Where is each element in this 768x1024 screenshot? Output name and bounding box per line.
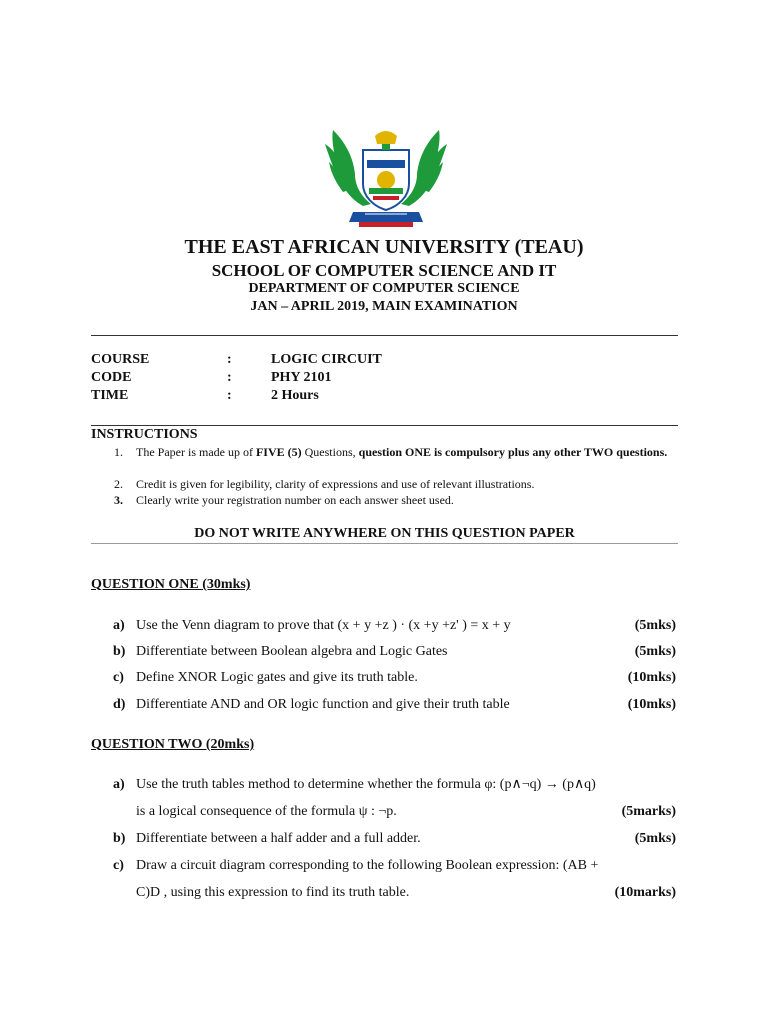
question-one-title: QUESTION ONE (30mks) <box>91 577 251 592</box>
instruction-text: Credit is given for legibility, clarity of expressions and use of relevant illustrations. <box>136 477 535 491</box>
code-value: PHY 2101 <box>271 370 332 385</box>
item-marks: (10marks) <box>614 885 676 900</box>
divider <box>91 543 678 544</box>
item-marks: (5mks) <box>634 618 676 633</box>
instructions-title: INSTRUCTIONS <box>91 427 198 442</box>
university-name: THE EAST AFRICAN UNIVERSITY (TEAU) <box>184 236 584 258</box>
instruction-text <box>114 444 674 460</box>
item-marks: (5mks) <box>634 831 676 846</box>
item-marks: (5mks) <box>634 644 676 659</box>
item-marks: (5marks) <box>621 804 676 819</box>
time-value: 2 Hours <box>271 388 319 403</box>
instruction-text-bold: FIVE (5) <box>255 445 302 459</box>
instruction-item <box>114 492 674 508</box>
instruction-item <box>114 444 674 460</box>
item-label: a) <box>113 777 125 792</box>
time-label: TIME <box>91 388 129 403</box>
time-separator: : <box>227 388 232 403</box>
item-label: b) <box>113 831 126 846</box>
question-item <box>91 852 678 906</box>
code-row <box>91 370 491 387</box>
instruction-text-part: The Paper is made up of <box>136 445 256 459</box>
item-text: Use the truth tables method to determine whether the formula φ: (p∧¬q) → (p∧q) is a logical consequence of the formula ψ : ¬p. <box>136 777 596 819</box>
instruction-number: 2. <box>114 477 123 491</box>
question-item <box>91 771 678 825</box>
instruction-text-part: Questions, <box>301 445 359 459</box>
item-label: d) <box>113 697 126 712</box>
item-marks: (10mks) <box>627 670 676 685</box>
course-row <box>91 352 491 369</box>
item-marks: (10mks) <box>627 697 676 712</box>
instruction-number: 3. <box>114 493 123 507</box>
question-two-title: QUESTION TWO (20mks) <box>91 737 255 752</box>
item-text: Draw a circuit diagram corresponding to the following Boolean expression: (AB + C)D , using this expression to find its truth table. <box>136 858 599 900</box>
item-text: Differentiate AND and OR logic function and give their truth table <box>136 697 510 712</box>
question-item <box>91 664 678 691</box>
question-item <box>91 825 678 852</box>
department-name: DEPARTMENT OF COMPUTER SCIENCE <box>248 281 520 296</box>
question-item <box>91 612 678 639</box>
code-separator: : <box>227 370 232 385</box>
question-item <box>91 638 678 665</box>
divider <box>91 425 678 426</box>
divider <box>91 335 678 336</box>
exam-session: JAN – APRIL 2019, MAIN EXAMINATION <box>250 299 518 314</box>
instruction-number: 1. <box>114 445 123 459</box>
course-value: LOGIC CIRCUIT <box>271 352 382 367</box>
item-text: Differentiate between Boolean algebra and Logic Gates <box>136 644 448 659</box>
university-crest-logo <box>325 122 447 234</box>
code-label: CODE <box>91 370 132 385</box>
item-text: Define XNOR Logic gates and give its truth table. <box>136 670 418 685</box>
time-row <box>91 388 491 405</box>
instruction-item <box>114 476 674 492</box>
item-label: a) <box>113 618 125 633</box>
item-label: c) <box>113 858 124 873</box>
item-label: c) <box>113 670 124 685</box>
course-separator: : <box>227 352 232 367</box>
school-name: SCHOOL OF COMPUTER SCIENCE AND IT <box>211 261 557 280</box>
notice-heading: DO NOT WRITE ANYWHERE ON THIS QUESTION PAPER <box>194 526 575 541</box>
item-label: b) <box>113 644 126 659</box>
instruction-text: Clearly write your registration number on each answer sheet used. <box>136 493 454 507</box>
item-text: Differentiate between a half adder and a full adder. <box>136 831 421 846</box>
question-item <box>91 691 678 718</box>
instruction-text-bold: question ONE is compulsory plus any other TWO questions. <box>358 445 668 459</box>
item-text: Use the Venn diagram to prove that (x + y +z ) · (x +y +z' ) = x + y <box>136 618 511 633</box>
course-label: COURSE <box>91 352 150 367</box>
